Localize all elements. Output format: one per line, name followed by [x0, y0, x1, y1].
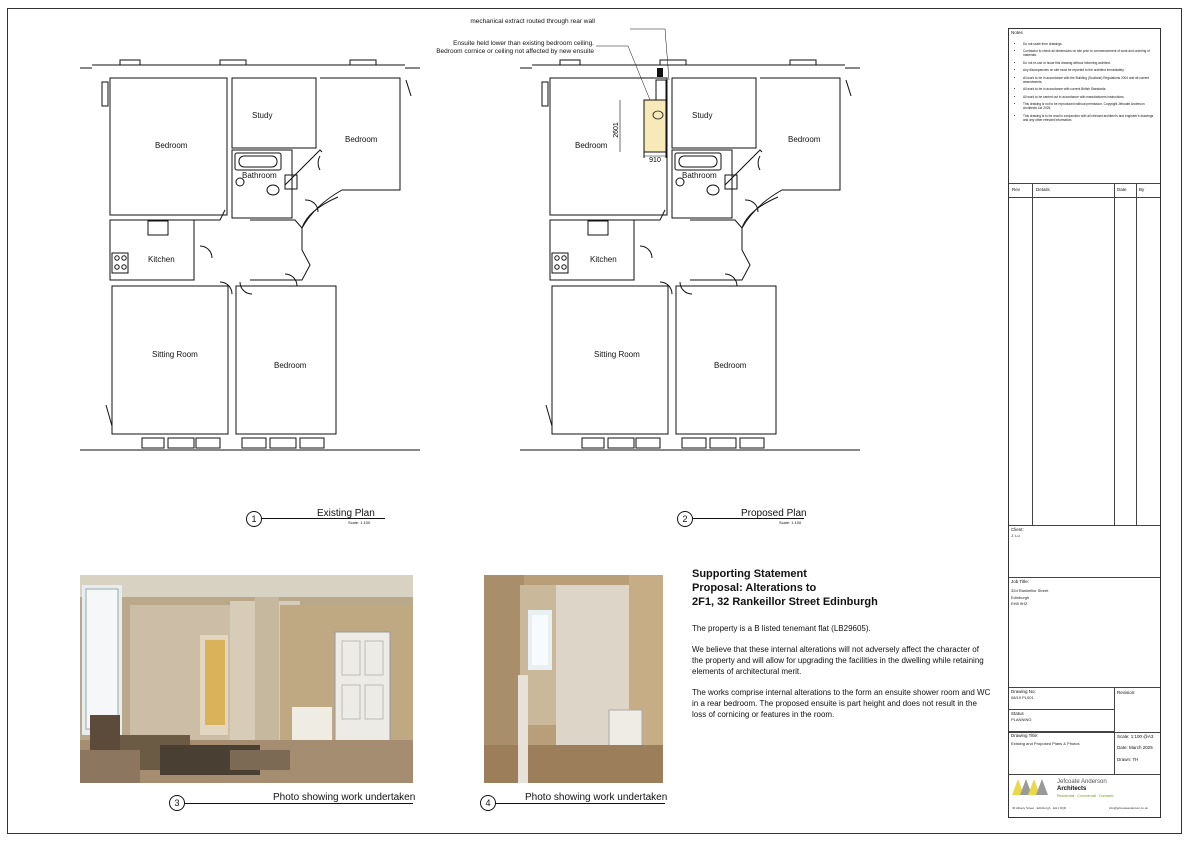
note-item: • This drawing is not to be reproduced without permission. Copyright Jefcoate Anderson Architects Ltd 2025. — [1023, 102, 1158, 110]
note-item: • All work to be carried out in accordance with manufacturers instructions. — [1023, 95, 1158, 99]
status-panel — [1009, 710, 1114, 732]
dimension-width: 910 — [649, 157, 661, 164]
firm-contact: info@jefcoateanderson.co.uk — [1109, 806, 1148, 810]
caption-number: 2 — [677, 511, 693, 527]
statement-paragraph: We believe that these internal alterations will not adversely affect the character of the property and will allow for upgrading the facilities in the dwelling while retaining elements of architectural merit. — [692, 645, 984, 676]
client-panel — [1009, 526, 1160, 578]
rev-header: Rev — [1012, 187, 1021, 192]
date-label: Date: — [1117, 745, 1128, 750]
drawn-label: Drawn: — [1117, 757, 1132, 762]
job-title-panel — [1009, 578, 1160, 688]
room-study: Study — [692, 111, 713, 120]
photo-work-undertaken-corridor — [484, 575, 663, 783]
drawing-title-label: Drawing Title: — [1011, 733, 1039, 738]
ensuite-area — [644, 100, 666, 152]
client-value: J. Lu — [1011, 532, 1020, 538]
statement-heading: 2F1, 32 Rankeillor Street Edinburgh — [692, 596, 878, 608]
drawn-value: TH — [1132, 757, 1139, 762]
firm-name: Jefcoate Anderson — [1057, 779, 1107, 785]
caption-number: 1 — [246, 511, 262, 527]
firm-tagline: Residential · Commercial · Domestic — [1057, 794, 1114, 798]
details-header: Details — [1036, 187, 1050, 192]
room-bathroom: Bathroom — [242, 171, 277, 180]
by-header: By — [1139, 187, 1145, 192]
job-title-label: Job Title: — [1011, 579, 1030, 584]
drawing-number-panel — [1009, 688, 1114, 710]
note-item: • All work to be in accordance with current British Standards. — [1023, 87, 1158, 91]
room-bedroom: Bedroom — [345, 135, 378, 144]
statement-heading: Proposal: Alterations to — [692, 582, 817, 594]
scale-label: Scale: — [1117, 734, 1130, 739]
proposed-plan — [520, 60, 860, 460]
caption-title: Photo showing work undertaken — [273, 792, 416, 803]
drawing-title-panel — [1009, 732, 1114, 774]
statement-paragraph: The works comprise internal alterations to the form an ensuite shower room and WC in a rear bedroom. The proposed ensuite is part height and does not result in the loss of cornicing or features in the room. — [692, 688, 991, 719]
note-item: • Contractor to check all dimensions on site prior to commencement of work and ordering of materials. — [1023, 49, 1158, 57]
annotation-ensuite-1: Ensuite held lower than existing bedroom ceiling. — [453, 40, 594, 47]
notes-label: Notes — [1011, 30, 1023, 35]
room-kitchen: Kitchen — [590, 255, 617, 264]
note-item: • Do not re-use or issue this drawing without informing architect. — [1023, 61, 1158, 65]
existing-plan — [80, 60, 420, 460]
supporting-statement — [692, 567, 992, 730]
caption-title: Photo showing work undertaken — [525, 792, 668, 803]
photo-work-undertaken-room — [80, 575, 413, 783]
room-bedroom: Bedroom — [274, 361, 307, 370]
statement-paragraph: The property is a B listed tenemant flat (LB29605). — [692, 624, 871, 633]
client-label: Client: — [1011, 527, 1024, 532]
room-kitchen: Kitchen — [148, 255, 175, 264]
scale-value: 1:100 @A3 — [1130, 734, 1154, 739]
notes-panel — [1009, 29, 1160, 184]
annotation-ensuite-2: Bedroom cornice or ceiling not affected by new ensuite — [436, 48, 594, 55]
job-title-line: EH8 9HZ — [1011, 600, 1028, 606]
dimension-height: 2601 — [613, 122, 620, 138]
title-block — [1008, 28, 1161, 818]
room-sitting-room: Sitting Room — [594, 350, 640, 359]
room-sitting-room: Sitting Room — [152, 350, 198, 359]
firm-name: Architects — [1057, 786, 1087, 792]
note-item: • Do not scale from drawings. — [1023, 42, 1158, 46]
date-value: March 2025 — [1129, 745, 1153, 750]
caption-number: 4 — [480, 795, 496, 811]
caption-title: Proposed Plan — [741, 508, 807, 519]
note-item: • Any discrepancies on site must be reported to the architect immediately. — [1023, 68, 1158, 72]
status-value: PLANNING — [1011, 716, 1032, 722]
room-bedroom: Bedroom — [788, 135, 821, 144]
note-item: • This drawing is to be read in conjunction with all relevant architect's and engineer's drawings and any other relevant information. — [1023, 114, 1158, 122]
caption-scale: Scale: 1:100 — [779, 520, 802, 525]
note-item: • All work to be in accordance with the Building (Scotland) Regulations 2004 and all current amendments. — [1023, 76, 1158, 84]
room-study: Study — [252, 111, 273, 120]
caption-scale: Scale: 1:100 — [348, 520, 371, 525]
drawing-title-value: Existing and Proposed Plans & Photos — [1011, 740, 1080, 746]
statement-heading: Supporting Statement — [692, 568, 807, 580]
annotation-extract: mechanical extract routed through rear wall — [470, 18, 595, 25]
room-bedroom: Bedroom — [575, 141, 608, 150]
room-bathroom: Bathroom — [682, 171, 717, 180]
room-bedroom: Bedroom — [155, 141, 188, 150]
firm-logo-icon — [1012, 779, 1052, 795]
drawing-number-label: Drawing No: — [1011, 689, 1036, 694]
job-title-line: Edinburgh — [1011, 595, 1030, 600]
status-label: Status — [1011, 711, 1024, 716]
job-title-value: 32d Rankeillor Street — [1011, 587, 1049, 593]
caption-title: Existing Plan — [317, 508, 375, 519]
date-header: Date — [1117, 187, 1127, 192]
caption-number: 3 — [169, 795, 185, 811]
drawing-number-value: 08/19 PL001 — [1011, 694, 1034, 700]
room-bedroom: Bedroom — [714, 361, 747, 370]
firm-address: 36 Albany Street · Edinburgh · EH1 3QR — [1012, 806, 1066, 810]
revision-label: Revision: — [1117, 690, 1136, 695]
